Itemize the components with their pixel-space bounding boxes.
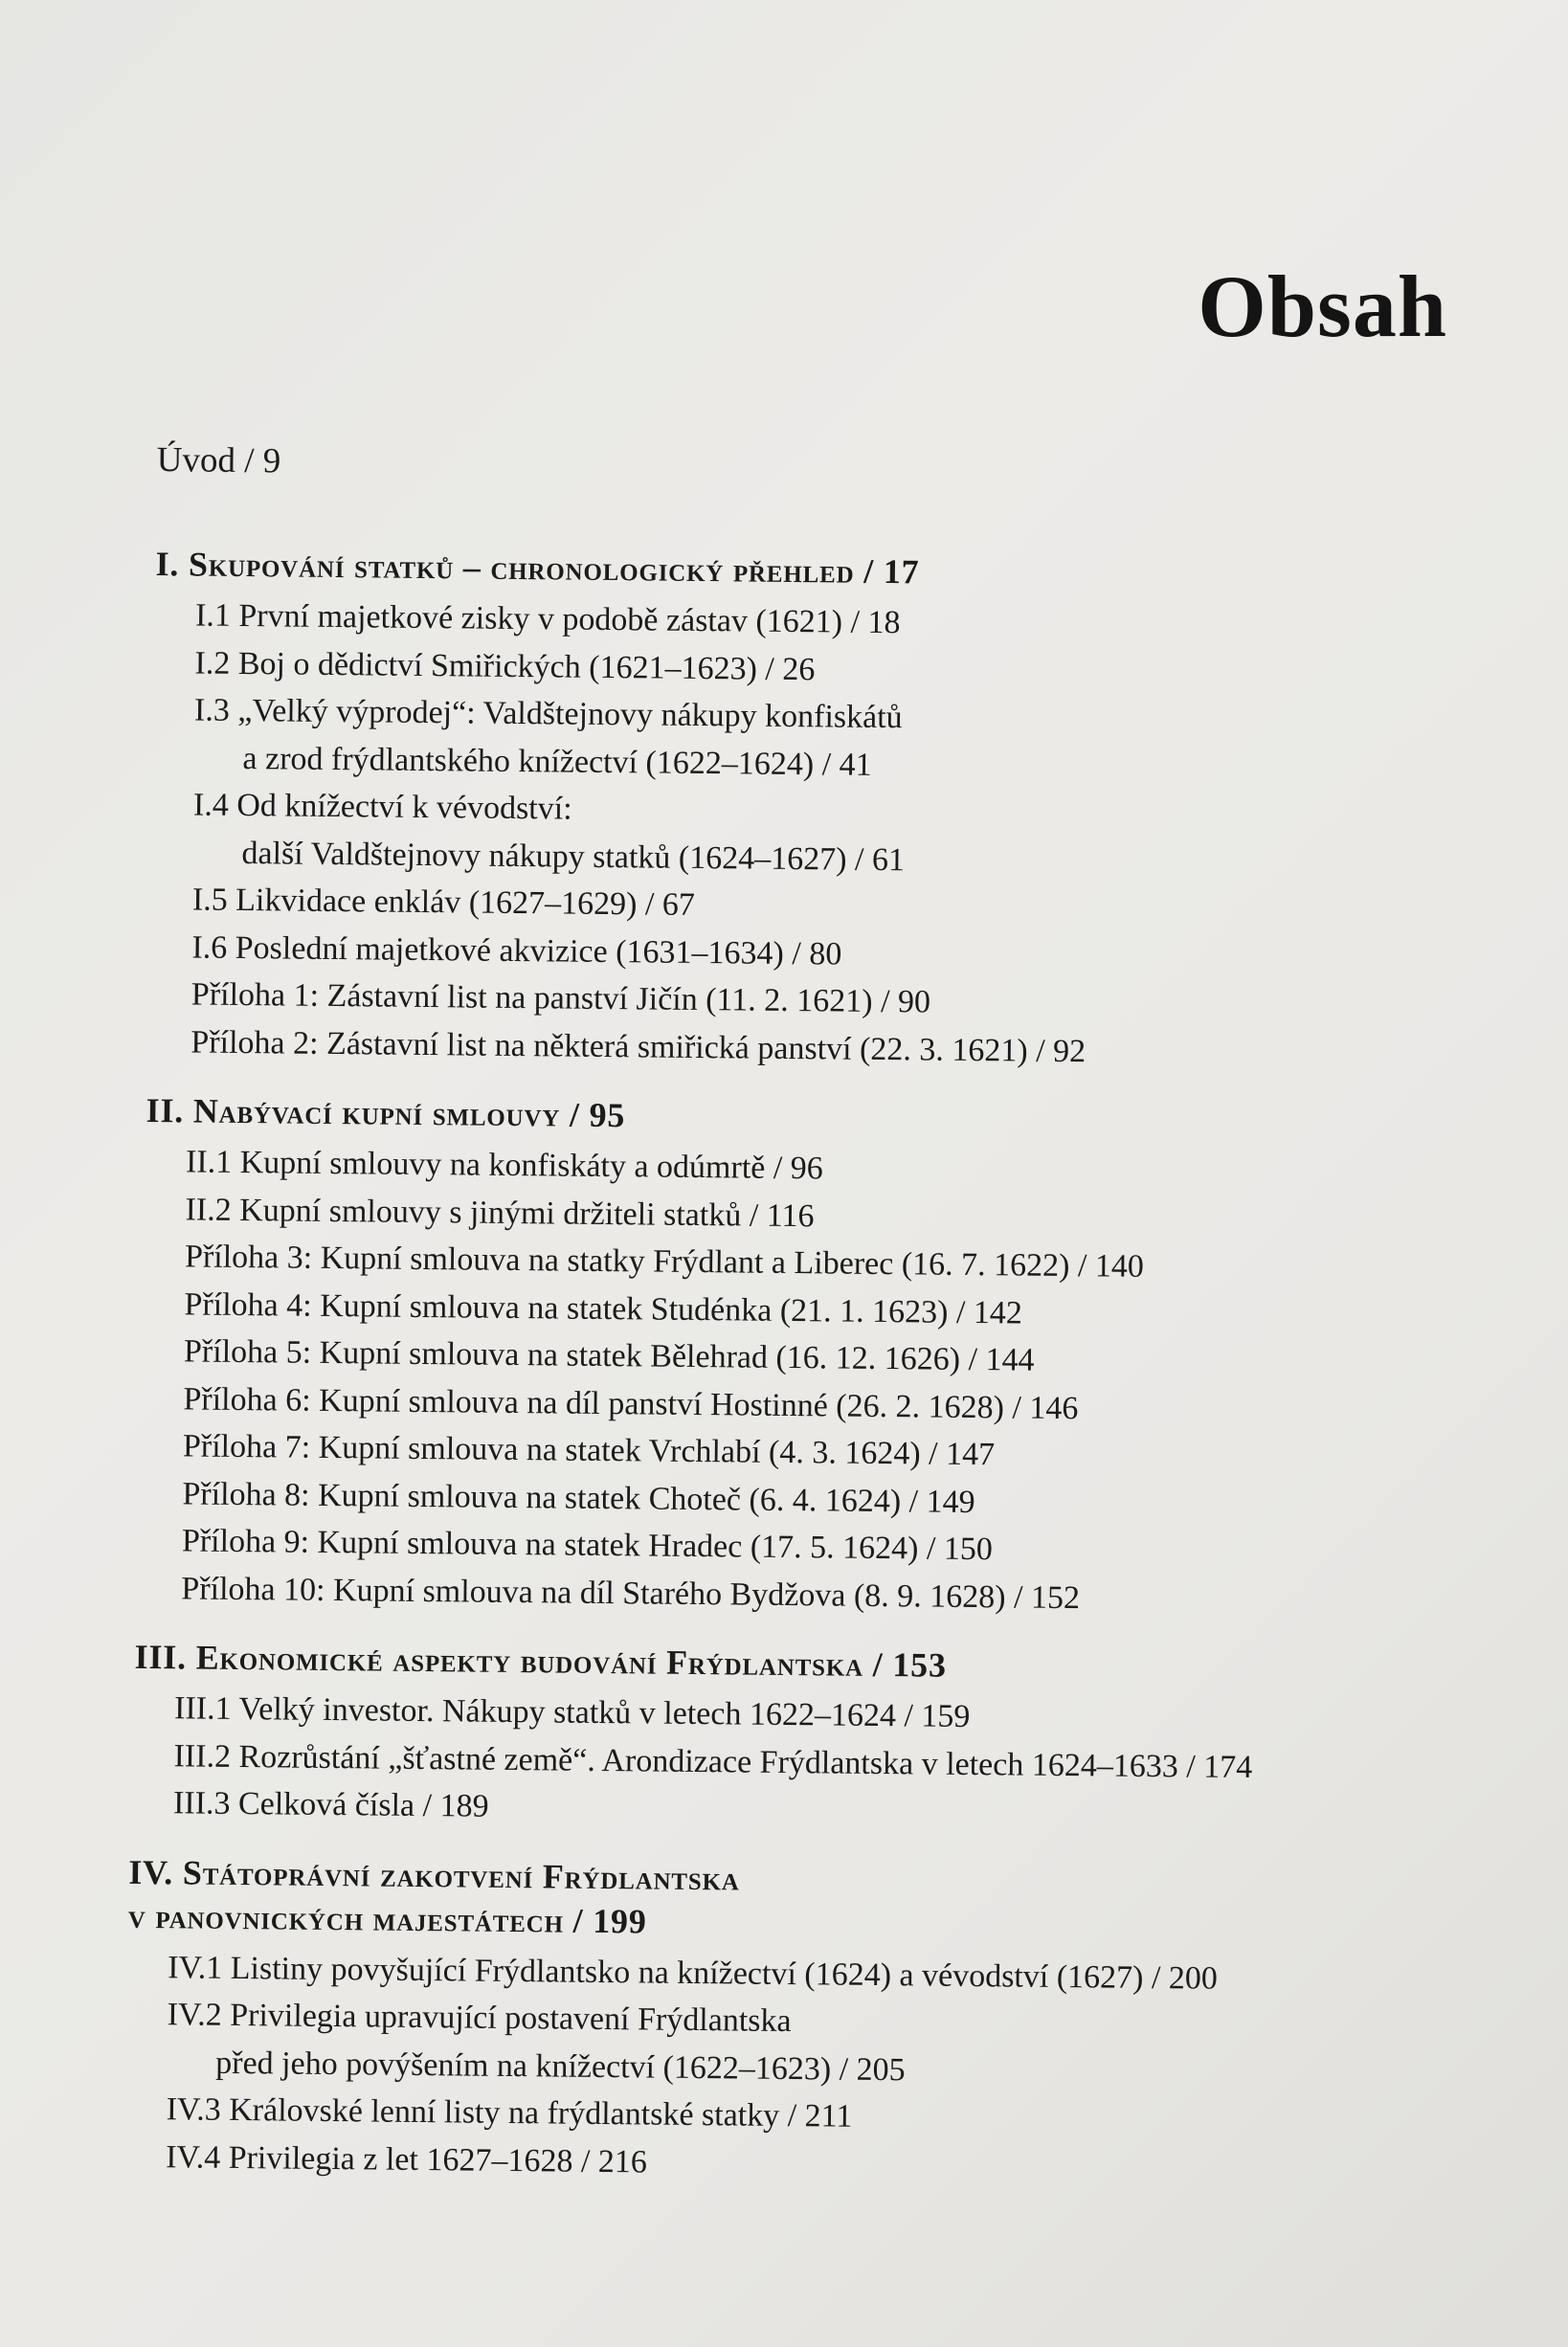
toc-entry-continuation: a zrod frýdlantského knížectví (1622–1624) / 41 xyxy=(242,740,872,783)
chapter-4 xyxy=(125,1849,1431,2194)
toc-intro: Úvod / 9 xyxy=(156,440,281,481)
toc-entry: II.1 Kupní smlouvy na konfiskáty a odúmrtě / 96 xyxy=(185,1144,823,1187)
toc-entry-continuation: před jeho povýšením na knížectví (1622–1623) / 205 xyxy=(215,2045,906,2088)
toc-entry: Příloha 3: Kupní smlouva na statky Frýdlant a Liberec (16. 7. 1622) / 140 xyxy=(184,1239,1145,1285)
toc-entry: IV.1 Listiny povyšující Frýdlantsko na knížectví (1624) a vévodství (1627) / 200 xyxy=(168,1949,1219,1997)
toc-entry-continuation: další Valdštejnovy nákupy statků (1624–1627) / 61 xyxy=(241,835,906,878)
toc-entry: I.5 Likvidace enkláv (1627–1629) / 67 xyxy=(191,882,696,923)
toc-entry: I.6 Poslední majetkové akvizice (1631–1634) / 80 xyxy=(191,928,842,972)
chapter-2 xyxy=(141,1088,1439,1625)
toc-entry: Příloha 4: Kupní smlouva na statek Studénka (21. 1. 1623) / 142 xyxy=(184,1285,1023,1331)
toc-entry: III.1 Velký investor. Nákupy statků v letech 1622–1624 / 159 xyxy=(173,1690,971,1735)
toc-entry: IV.4 Privilegia z let 1627–1628 / 216 xyxy=(166,2138,648,2179)
table-of-contents xyxy=(127,438,1445,2217)
toc-entry: Příloha 7: Kupní smlouva na statek Vrchlabí (4. 3. 1624) / 147 xyxy=(182,1428,996,1473)
toc-entry: I.3 „Velký výprodej“: Valdštejnovy nákupy konfiskátů a zrod frýdlantského knížectví (1622–1624) / 41 xyxy=(153,686,1443,794)
toc-entry: II.2 Kupní smlouvy s jinými držiteli statků / 116 xyxy=(185,1191,815,1234)
chapter-heading: II. Nabývací kupní smlouvy / 95 xyxy=(146,1090,626,1135)
chapter-3 xyxy=(133,1635,1433,1841)
chapter-heading: III. Ekonomické aspekty budování Frýdlantska / 153 xyxy=(134,1637,947,1685)
page-title: Obsah xyxy=(1198,257,1447,355)
chapter-heading-continuation: v panovnických majestátech / 199 xyxy=(127,1896,647,1940)
chapter-heading: I. Skupování statků – chronologický přehled / 17 xyxy=(155,545,920,592)
toc-entry: Příloha 9: Kupní smlouva na statek Hradec (17. 5. 1624) / 150 xyxy=(181,1523,994,1568)
toc-entry: Příloha 6: Kupní smlouva na díl panství Hostinné (26. 2. 1628) / 146 xyxy=(183,1380,1079,1426)
toc-entry: Příloha 5: Kupní smlouva na statek Bělehrad (16. 12. 1626) / 144 xyxy=(183,1333,1035,1378)
chapter-1 xyxy=(150,542,1445,1079)
toc-entry: IV.2 Privilegia upravující postavení Frýdlantska před jeho povýšením na knížectví (1622–1623) / 205 xyxy=(126,1991,1429,2099)
toc-entry: I.2 Boj o dědictví Smiřických (1621–1623) / 26 xyxy=(194,644,816,687)
toc-entry: III.2 Rozrůstání „šťastné země“. Arondizace Frýdlantska v letech 1624–1633 / 174 xyxy=(173,1737,1253,1785)
toc-entry: III.3 Celková čísla / 189 xyxy=(172,1785,489,1824)
toc-entry: IV.3 Královské lenní listy na frýdlantské statky / 211 xyxy=(166,2091,853,2135)
toc-entry: Příloha 2: Zástavní list na některá smiřická panství (22. 3. 1621) / 92 xyxy=(190,1023,1086,1069)
toc-entry: Příloha 1: Zástavní list na panství Jičín (11. 2. 1621) / 90 xyxy=(190,976,931,1020)
toc-entry: I.4 Od knížectví k vévodství: další Valdštejnovy nákupy statků (1624–1627) / 61 xyxy=(152,781,1442,889)
chapter-heading: IV. Státoprávní zakotvení Frýdlantska v panovnických majestátech / 199 xyxy=(127,1852,740,1940)
toc-entry: Příloha 8: Kupní smlouva na statek Choteč (6. 4. 1624) / 149 xyxy=(182,1475,975,1520)
toc-entry: I.1 První majetkové zisky v podobě zástav (1621) / 18 xyxy=(194,597,901,641)
toc-entry: Příloha 10: Kupní smlouva na díl Starého Bydžova (8. 9. 1628) / 152 xyxy=(181,1570,1081,1616)
